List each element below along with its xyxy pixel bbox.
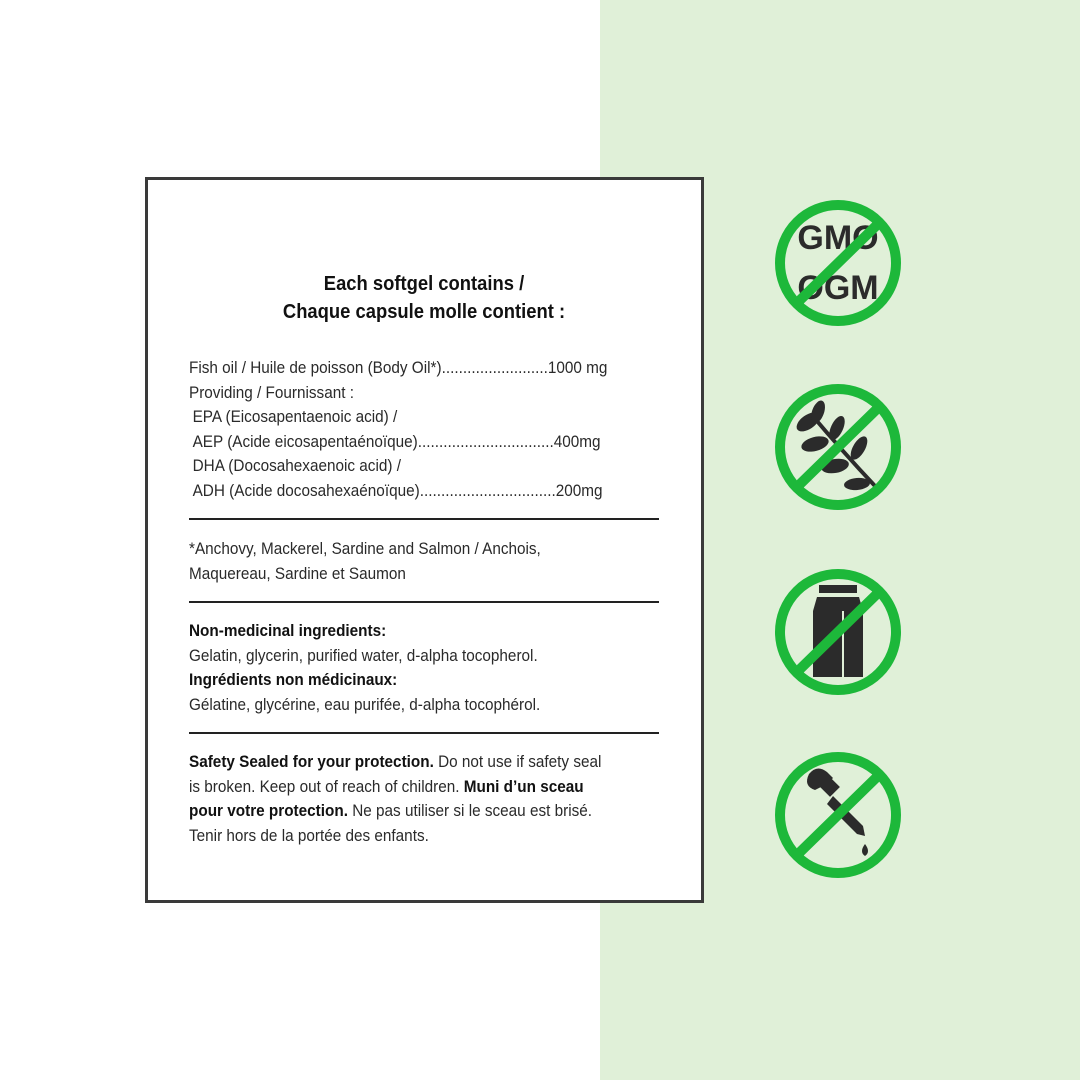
- label-heading: Each softgel contains / Chaque capsule molle contient :: [282, 273, 566, 323]
- providing-row: Providing / Fournissant :: [189, 382, 354, 402]
- fish-source-footnote: *Anchovy, Mackerel, Sardine and Salmon / Anchois, Maquereau, Sardine et Saumon: [189, 539, 541, 583]
- dha-en-row: DHA (Docosahexaenoic acid) /: [192, 456, 401, 475]
- non-medicinal-ingredients: [189, 619, 659, 717]
- no-artificial-additives-icon: [773, 750, 903, 880]
- no-dairy-icon: [773, 567, 903, 697]
- no-gluten-icon: [773, 382, 903, 512]
- ingredients-title-en: Non-medicinal ingredients:: [189, 621, 387, 640]
- divider: [189, 732, 659, 734]
- no-gmo-icon: [773, 198, 903, 328]
- epa-en-row: EPA (Eicosapentaenoic acid) /: [192, 407, 398, 426]
- divider: [189, 601, 659, 603]
- ingredients-list-fr: Gélatine, glycérine, eau purifée, d-alpha tocophérol.: [189, 694, 541, 714]
- dha-fr-row: ADH (Acide docosahexaénoïque) ................................ 200mg: [192, 480, 603, 500]
- ingredients-title-fr: Ingrédients non médicinaux:: [189, 670, 398, 689]
- safety-notice: Safety Sealed for your protection. Do not use if safety seal is broken. Keep out of reach of children. Muni d’un sceau pour votre protection. Ne pas utiliser si le sceau est brisé. Tenir hors de la portée des enfants.: [189, 752, 602, 845]
- ingredients-list-en: Gelatin, glycerin, purified water, d-alpha tocopherol.: [189, 645, 538, 665]
- epa-fr-row: AEP (Acide eicosapentaénoïque) ................................ 400mg: [192, 431, 601, 451]
- fish-oil-row: Fish oil / Huile de poisson (Body Oil*) ......................... 1000 mg: [189, 358, 608, 377]
- svg-text:GMO: GMO: [797, 219, 879, 257]
- svg-text:OGM: OGM: [797, 269, 879, 307]
- supplement-facts-label: [145, 177, 704, 903]
- composition-list: [189, 356, 659, 503]
- divider: [189, 518, 659, 520]
